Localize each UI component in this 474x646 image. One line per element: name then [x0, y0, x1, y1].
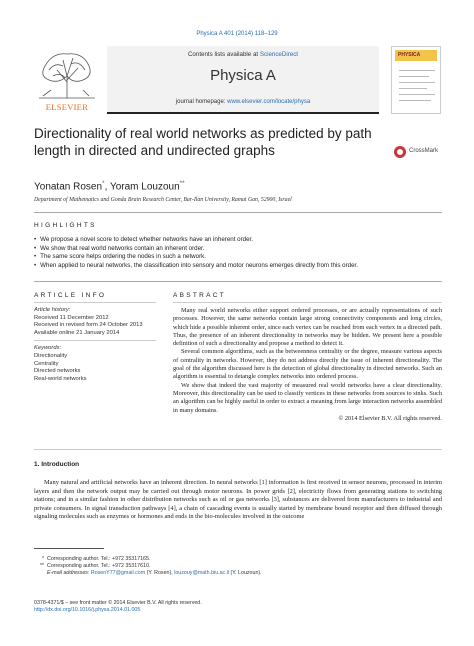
footnote: [34, 556, 442, 563]
author-footnote-mark[interactable]: **: [179, 180, 185, 187]
crossmark-icon: [394, 146, 406, 158]
journal-banner: [107, 46, 379, 114]
crossmark-label: CrossMark: [409, 148, 439, 154]
homepage-prefix: journal homepage:: [175, 99, 228, 105]
issn-line: 0378-4371/$ – see front matter © 2014 Elsevier B.V. All rights reserved.: [34, 600, 202, 606]
intro-heading: 1. Introduction: [34, 461, 80, 468]
footnote-text: Corresponding author. Tel.: +972 35317610.: [47, 563, 151, 570]
keyword: Directed networks: [34, 368, 81, 375]
highlight-item: • We show that real world networks contain an inherent order.: [34, 245, 442, 254]
author-name: Yoram Louzoun: [109, 181, 180, 193]
keyword: Real-world networks: [34, 375, 87, 382]
abstract-paragraph: We show that indeed the vast majority of measured real world networks have a clear directionality. Moreover, this directionality can be used to classify vertices in these networks from sources to sinks. Such an algorithm can be highly useful in order to extract a meaning from large interaction networks assembled in many domains.: [173, 381, 442, 414]
footnote-text: Corresponding author. Tel.: +972 35317165.: [47, 556, 151, 562]
author-list: [34, 180, 185, 192]
footnote-emails: [34, 570, 442, 577]
footnote-divider: [34, 548, 104, 549]
copyright: © 2014 Elsevier B.V. All rights reserved.: [338, 414, 442, 422]
homepage-link[interactable]: www.elsevier.com/locate/physa: [227, 99, 311, 105]
abstract-paragraph: Several common algorithms, such as the betweenness centrality or the degree, measure various aspects of centrality in networks. However, they do not address directly the issue of inherent directionality. The goal of the algorithm discussed here is the detection of global directionality in directed networks. Such an algorithm is essential to detangle complex networks into ordered process.: [173, 348, 442, 381]
email-link[interactable]: louzouy@math.biu.ac.il: [174, 570, 230, 577]
doi-link[interactable]: http://dx.doi.org/10.1016/j.physa.2014.01.005: [34, 607, 141, 614]
journal-cover-thumbnail: [391, 46, 441, 114]
keyword: Directionality: [34, 352, 68, 359]
highlight-item: • The same score helps ordering the nodes in such a network.: [34, 253, 442, 262]
elsevier-tree-icon: [33, 46, 101, 102]
abstract-heading: ABSTRACT: [173, 292, 227, 299]
highlight-item: • We propose a novel score to detect whether networks have an inherent order.: [34, 236, 442, 245]
history-item: Received in revised form 24 October 2013: [34, 322, 143, 329]
author-name: Yonatan Rosen: [34, 181, 103, 193]
email-owner: (Y. Rosen),: [145, 570, 175, 577]
article-info-heading: ARTICLE INFO: [34, 292, 107, 299]
sciencedirect-link[interactable]: ScienceDirect: [259, 51, 299, 58]
keywords-label: Keywords:: [34, 345, 62, 352]
footnote-mark: *: [41, 556, 44, 562]
affiliation: Department of Mathematics and Gonda Brain Research Center, Bar-Ilan University, Ramat Gan, 52900, Israel: [34, 197, 292, 203]
masthead: [33, 46, 441, 114]
front-matter: [34, 600, 202, 614]
email-link[interactable]: RosenY77@gmail.com: [90, 570, 146, 577]
history-item: Available online 21 January 2014: [34, 329, 120, 336]
elsevier-wordmark: ELSEVIER: [45, 102, 89, 112]
article-title: Directionality of real world networks as predicted by path length in directed and undirected graphs: [34, 126, 372, 158]
homepage-line: [107, 99, 379, 105]
journal-citation: Physica A 401 (2014) 118–129: [196, 31, 278, 37]
divider: [173, 302, 442, 303]
footnote: [34, 563, 442, 570]
article-info: [34, 307, 156, 383]
abstract-paragraph: Many real world networks either support ordered processes, or are actually representations of such processes. However, the same networks contain large strong connectivity components and long circles, which hide a possible inherent order, since each vertex can be reached from each vertex in a directed path. Thus, the presence of an inherent directionality in networks may be hidden. We present here a possible definition of such a directionality and propose a method to detect it.: [173, 307, 442, 348]
crossmark-badge[interactable]: [394, 146, 444, 160]
intro-paragraph: Many natural and artificial networks have an inherent direction. In neural networks [1] information is first received in sensor neurons, processed in interim layers and then the network output may be carried out through motor neurons. In power grids [2], electricity flows from generating stations to switching stations; and in a similar fashion in other distribution networks such as oil or gas networks [3], substances are delivered from manufacturers to industrial and private consumers. In signal transduction pathways [4], a chain of cascading events is usually started by membrane bound receptor and then diffused through signaling molecules such as enzymes or hormones and ends in the bio-molecules involved in the outcome: [34, 479, 442, 520]
history-label: Article history:: [34, 307, 71, 313]
cover-title: PHYSICA: [398, 52, 421, 58]
divider: [34, 449, 442, 450]
divider: [34, 340, 156, 341]
author-separator: ,: [104, 181, 110, 193]
history-item: Received 11 December 2012: [34, 314, 109, 321]
contents-line: [107, 51, 379, 58]
divider: [34, 212, 442, 213]
footnotes: [34, 556, 442, 578]
footnote-mark: **: [39, 563, 44, 570]
highlight-item: • When applied to neural networks, the classification into sensory and motor neurons emerges directly from this order.: [34, 262, 442, 271]
highlights-list: [34, 236, 442, 270]
highlights-heading: HIGHLIGHTS: [34, 222, 97, 229]
email-owner: (Y. Louzoun).: [229, 570, 262, 577]
keyword: Centrality: [34, 360, 59, 367]
divider: [34, 281, 442, 282]
divider: [34, 302, 156, 303]
contents-prefix: Contents lists available at: [187, 51, 260, 58]
abstract-body: [173, 307, 442, 423]
author-footnote-mark[interactable]: *: [102, 180, 105, 187]
elsevier-logo: [33, 46, 101, 114]
journal-name: Physica A: [210, 67, 276, 84]
email-label: E-mail addresses:: [47, 570, 90, 577]
